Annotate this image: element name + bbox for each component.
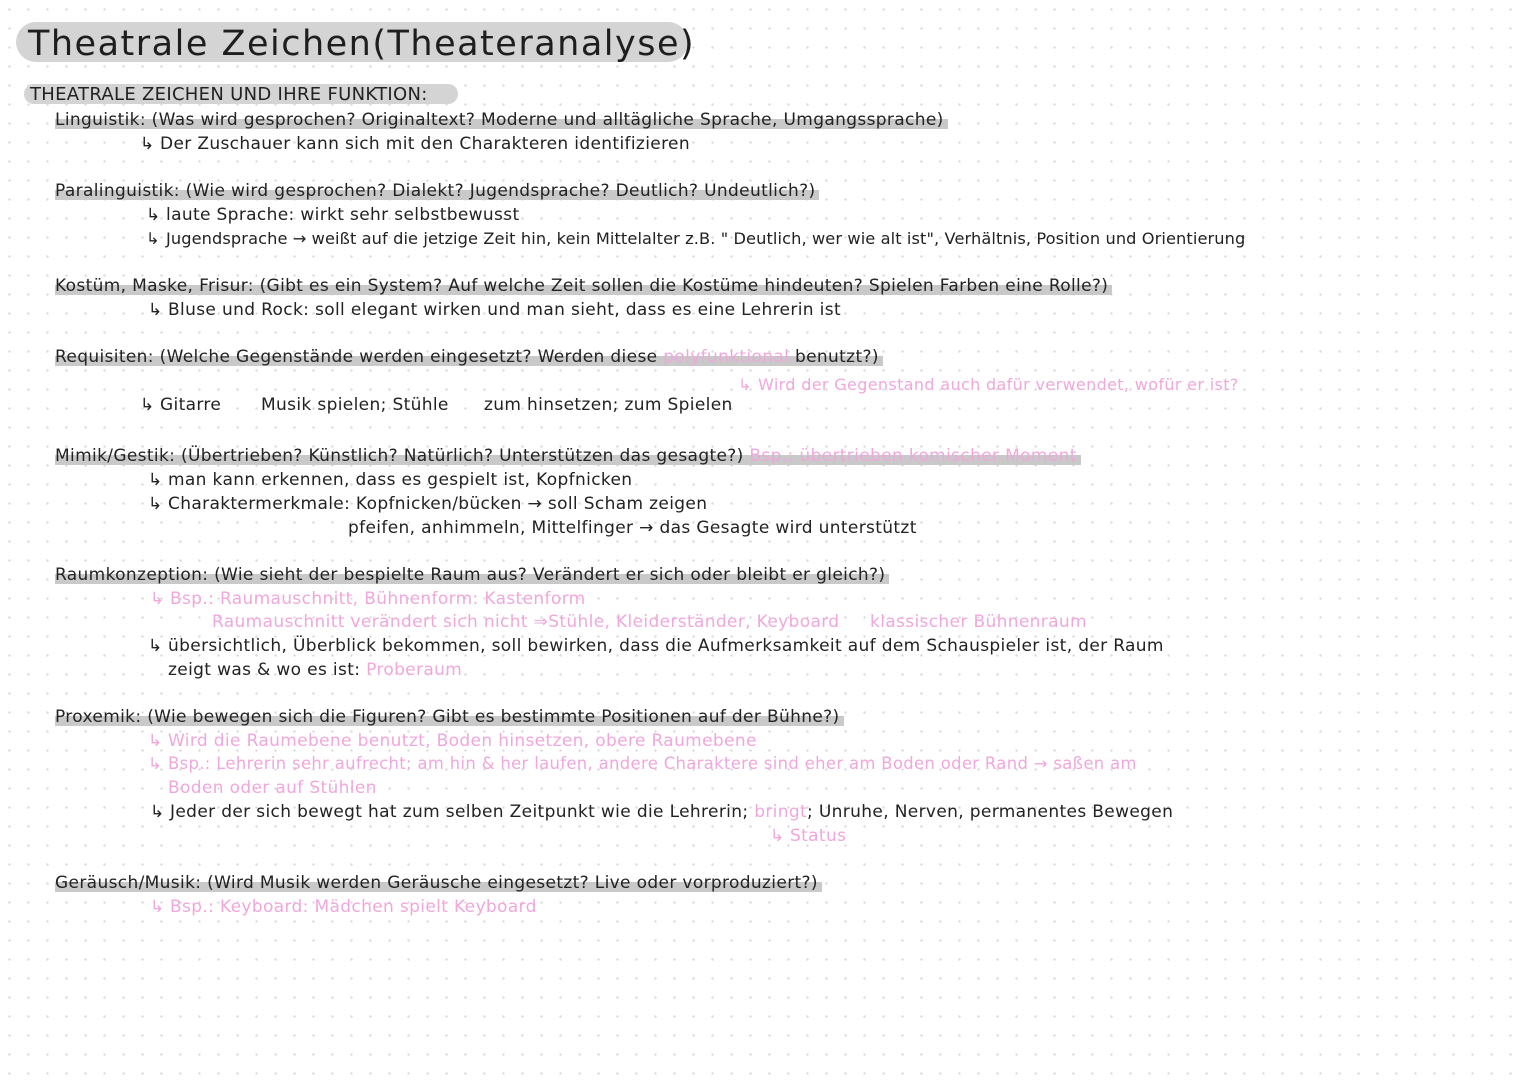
mimik-pink-note: Bsp.: übertrieben komischer Moment	[749, 446, 1077, 466]
arrow-icon: ↳	[148, 300, 163, 320]
arrow-icon: ↳	[148, 731, 163, 751]
arrow-icon: ↳	[140, 395, 155, 415]
arrow-icon: ↳	[148, 494, 163, 514]
requisiten-item-2: Musik spielen; Stühle	[261, 395, 449, 415]
raum-pink-1: ↳ Bsp.: Raumauschnitt, Bühnenform: Kastenform	[150, 589, 586, 609]
arrow-icon: ↳	[150, 802, 165, 822]
raum-note-2: zeigt was & wo es ist: Proberaum	[168, 660, 463, 680]
proberaum-note: Proberaum	[366, 660, 463, 680]
mimik-note-3: pfeifen, anhimmeln, Mittelfinger → das Gesagte wird unterstützt	[348, 518, 917, 538]
raum-note-1: ↳ übersichtlich, Überblick bekommen, soll bewirken, dass die Aufmerksamkeit auf dem Schauspieler ist, der Raum	[148, 636, 1164, 656]
requisiten-pink-note: ↳ Wird der Gegenstand auch dafür verwendet, wofür er ist?	[738, 375, 1239, 394]
linguistik-heading: Linguistik: (Was wird gesprochen? Originaltext? Moderne und alltägliche Sprache, Umgangssprache)	[55, 109, 948, 131]
arrow-icon: ↳	[140, 134, 155, 154]
geraeusch-pink-1: ↳ Bsp.: Keyboard: Mädchen spielt Keyboard	[150, 897, 537, 917]
requisiten-items: ↳ Gitarre	[140, 395, 222, 415]
raum-pink-2: Raumauschnitt verändert sich nicht ⇒Stühle, Kleiderständer, Keyboard	[212, 612, 840, 632]
bringt-note: bringt	[754, 802, 808, 822]
raum-pink-3: klassischer Bühnenraum	[870, 612, 1087, 632]
kostuem-note-1: ↳ Bluse und Rock: soll elegant wirken und man sieht, dass es eine Lehrerin ist	[148, 300, 841, 320]
proxemik-pink-3: Boden oder auf Stühlen	[168, 778, 377, 798]
arrow-icon: ↳	[146, 205, 161, 225]
paralinguistik-note-2: ↳ Jugendsprache → weißt auf die jetzige Zeit hin, kein Mittelalter z.B. " Deutlich, wer wie alt ist", Verhältnis, Position und Orientierung	[146, 229, 1246, 248]
proxemik-heading: Proxemik: (Wie bewegen sich die Figuren? Gibt es bestimmte Positionen auf der Bühne?)	[55, 706, 844, 728]
arrow-icon: ↳	[148, 470, 163, 490]
arrow-icon: ↳	[770, 826, 785, 846]
arrow-icon: ↳	[150, 589, 165, 609]
linguistik-note-1: ↳ Der Zuschauer kann sich mit den Charakteren identifizieren	[140, 134, 690, 154]
raum-heading: Raumkonzeption: (Wie sieht der bespielte Raum aus? Verändert er sich oder bleibt er gleich?)	[55, 564, 889, 586]
proxemik-pink-2: ↳ Bsp.: Lehrerin sehr aufrecht: am hin & her laufen, andere Charaktere sind eher am Boden oder Rand → saßen am	[148, 754, 1137, 773]
proxemik-note-1: ↳ Jeder der sich bewegt hat zum selben Zeitpunkt wie die Lehrerin; bringt; Unruhe, Nerven, permanentes Bewegen	[150, 802, 1174, 822]
paralinguistik-note-1: ↳ laute Sprache: wirkt sehr selbstbewusst	[146, 205, 520, 225]
paralinguistik-heading: Paralinguistik: (Wie wird gesprochen? Dialekt? Jugendsprache? Deutlich? Undeutlich?)	[55, 180, 819, 202]
arrow-icon: ↳	[148, 636, 163, 656]
mimik-note-1: ↳ man kann erkennen, dass es gespielt ist, Kopfnicken	[148, 470, 633, 490]
arrow-icon: ↳	[148, 754, 163, 773]
page-title: Theatrale Zeichen(Theateranalyse)	[28, 24, 696, 64]
arrow-icon: ↳	[150, 897, 165, 917]
arrow-icon: ↳	[738, 375, 752, 394]
requisiten-item-3: zum hinsetzen; zum Spielen	[484, 395, 733, 415]
polyfunktional-note: polyfunktional	[663, 347, 790, 367]
proxemik-pink-1: ↳ Wird die Raumebene benutzt, Boden hinsetzen, obere Raumebene	[148, 731, 757, 751]
mimik-heading: Mimik/Gestik: (Übertrieben? Künstlich? Natürlich? Unterstützen das gesagte?) Bsp.: übertrieben komischer Moment	[55, 445, 1081, 467]
section-subtitle: THEATRALE ZEICHEN UND IHRE FUNKTION:	[30, 84, 428, 105]
requisiten-heading: Requisiten: (Welche Gegenstände werden eingesetzt? Werden diese polyfunktional benutzt?)	[55, 346, 883, 368]
geraeusch-heading: Geräusch/Musik: (Wird Musik werden Geräusche eingesetzt? Live oder vorproduziert?)	[55, 872, 822, 894]
proxemik-pink-4: ↳ Status	[770, 826, 847, 846]
arrow-icon: ↳	[146, 229, 160, 248]
kostuem-heading: Kostüm, Maske, Frisur: (Gibt es ein System? Auf welche Zeit sollen die Kostüme hindeuten? Spielen Farben eine Rolle?)	[55, 275, 1112, 297]
mimik-note-2: ↳ Charaktermerkmale: Kopfnicken/bücken → soll Scham zeigen	[148, 494, 708, 514]
